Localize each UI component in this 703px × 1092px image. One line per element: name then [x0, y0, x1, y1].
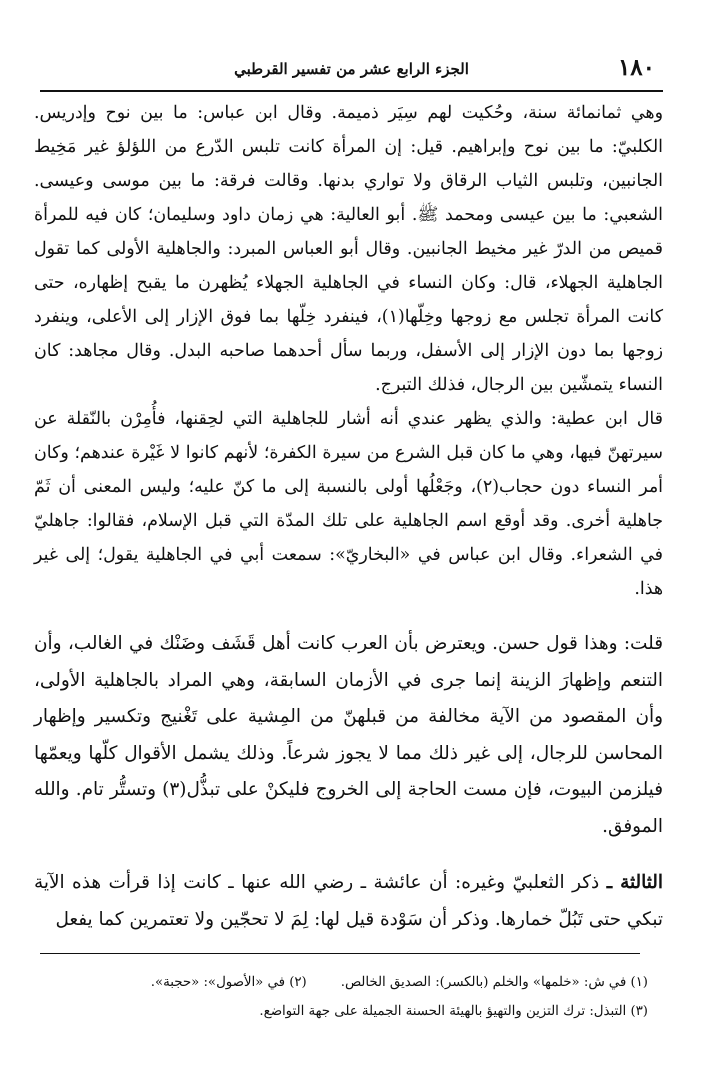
running-title: الجزء الرابع عشر من تفسير القرطبي: [234, 60, 469, 78]
page-number: ١٨٠: [617, 54, 655, 81]
footnote-2: (٢) في «الأصول»: «حجبة».: [150, 975, 307, 990]
page-header: [40, 44, 663, 92]
footnote-3: (٣) التبذل: ترك التزين والتهيؤ بالهيئة الحسنة الجميلة على جهة التواضع.: [259, 1004, 648, 1019]
footnote-separator: [40, 953, 640, 954]
footnote-row: [40, 968, 648, 997]
paragraph-3: قلت: وهذا قول حسن. ويعترض بأن العرب كانت أهل قَشَف وضَنْك في الغالب، وأن التنعم وإظهارَ الزينة إنما جرى في الأزمان السابقة، وهي المراد بالجاهلية الأولى، وأن المقصود من الآية مخالفة من قبلهنّ من المِشية على تَغْنيج وتكسير وإظهار المحاسن للرجال، إلى غير ذلك مما لا يجوز شرعاً. وذلك يشمل الأقوال كلّها ويعمّها فيلزمن البيوت، فإن مست الحاجة إلى الخروج فليكنْ على تبذُّل(٣) وتستُّر تام. والله الموفق.: [34, 633, 664, 837]
paragraph-2: قال ابن عطية: والذي يظهر عندي أنه أشار للجاهلية التي لحِقنها، فأُمِرْن بالنّقلة عن سيرتهنّ فيها، وهي ما كان قبل الشرع من سيرة الكفرة؛ لأنهم كانوا لا غَيْرة عندهم؛ وكان أمر النساء دون حجاب(٢)، وجَعْلُها أولى بالنسبة إلى ما كنّ عليه؛ وليس المعنى أن ثَمّ جاهلية أخرى. وقد أوقع اسم الجاهلية على تلك المدّة التي قبل الإسلام، فقالوا: جاهليّ في الشعراء. وقال ابن عباس في «البخاريّ»: سمعت أبي في الجاهلية يقول؛ إلى غير هذا.: [34, 409, 663, 599]
paragraph-1: وهي ثمانمائة سنة، وحُكيت لهم سِيَر ذميمة. وقال ابن عباس: ما بين نوح وإدريس. الكلبيّ: ما بين نوح وإبراهيم. قيل: إن المرأة كانت تلبس الدّرع من اللؤلؤ غير مَخِيط الجانبين، وتلبس الثياب الرقاق ولا تواري بدنها. وقالت فرقة: ما بين موسى وعيسى. الشعبي: ما بين عيسى ومحمد ﷺ. أبو العالية: هي زمان داود وسليمان؛ كان فيه للمرأة قميص من الدرّ غير مخيط الجانبين. وقال أبو العباس المبرد: والجاهلية الأولى كما تقول الجاهلية الجهلاء، قال: وكان النساء في الجاهلية الجهلاء يُظهرن ما يقبح إظهاره، حتى كانت المرأة تجلس مع زوجها وخِلّها(١)، فينفرد خِلّها بما فوق الإزار إلى الأعلى، وينفرد زوجها بما دون الإزار إلى الأسفل، وربما سأل أحدهما صاحبه البدل. وقال مجاهد: كان النساء يتمشّين بين الرجال، فذلك التبرج.: [34, 103, 663, 395]
footnote-1: (١) في ش: «خلمها» والخلم (بالكسر): الصديق الخالص.: [340, 975, 648, 990]
section-lead: الثالثة ـ: [606, 872, 663, 893]
paragraph-4-text: ذكر الثعلبيّ وغيره: أن عائشة ـ رضي الله عنها ـ كانت إذا قرأت هذه الآية تبكي حتى تَبُلّ خمارها. وذكر أن سَوْدة قيل لها: لِمَ لا تحجّين ولا تعتمرين كما يفعل: [34, 872, 663, 930]
footnotes: [40, 968, 648, 1026]
main-text: [34, 96, 663, 938]
paragraph-4: [34, 865, 663, 938]
